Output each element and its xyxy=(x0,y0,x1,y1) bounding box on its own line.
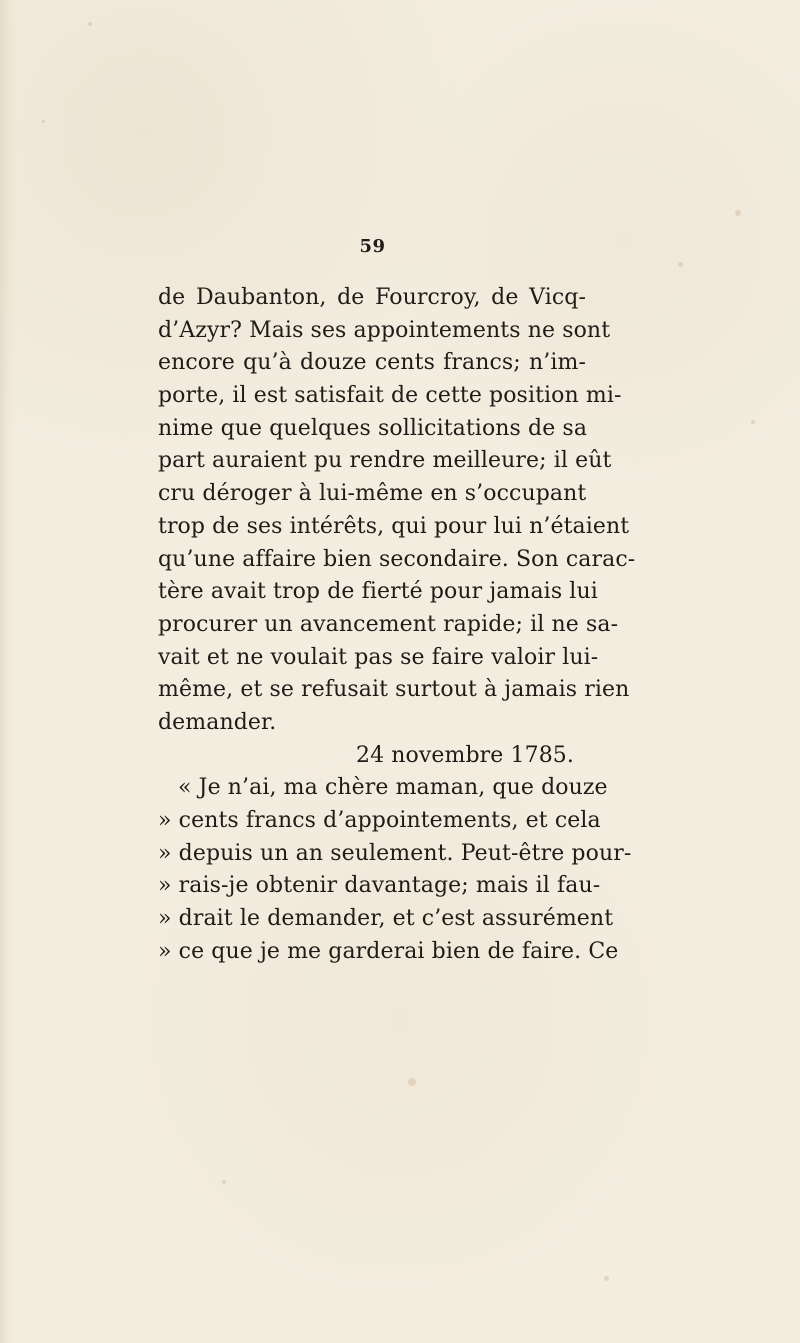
text-line: « Je n’ai, ma chère maman, que douze xyxy=(178,775,608,801)
text-line: procurer un avancement rapide; il ne sa- xyxy=(158,611,619,637)
text-line: » drait le demander, et c’est assurément xyxy=(158,906,614,932)
paper-speck xyxy=(42,120,45,123)
text-line: qu’une affaire bien secondaire. Son carac- xyxy=(158,546,636,572)
paper-speck xyxy=(735,210,741,216)
text-line: de Daubanton, de Fourcroy, de Vicq- xyxy=(158,285,586,310)
page-text xyxy=(158,282,636,968)
text-line: » rais-je obtenir davantage; mais il fau- xyxy=(158,873,601,899)
text-line: » cents francs d’appointements, et cela xyxy=(158,808,601,833)
paper-speck xyxy=(88,22,92,26)
page-number: 59 xyxy=(359,236,386,257)
paper-speck xyxy=(408,1078,416,1086)
paper-speck xyxy=(604,1276,609,1281)
text-line: part auraient pu rendre meilleure; il eût xyxy=(158,448,612,474)
text-line: » depuis un an seulement. Peut-être pour- xyxy=(158,840,632,866)
text-line: nime que quelques sollicitations de sa xyxy=(158,415,588,441)
date-line: 24 novembre 1785. xyxy=(355,742,574,768)
paper-speck xyxy=(678,262,683,267)
text-line: porte, il est satisfait de cette position mi- xyxy=(158,383,622,409)
text-line: demander. xyxy=(158,709,277,735)
text-line: trop de ses intérêts, qui pour lui n’étaient xyxy=(158,513,630,539)
text-line: vait et ne voulait pas se faire valoir lui- xyxy=(158,644,599,670)
text-line: » ce que je me garderai bien de faire. Ce xyxy=(158,938,619,964)
text-line: même, et se refusait surtout à jamais rien xyxy=(158,677,630,703)
paper-speck xyxy=(751,420,755,424)
text-line: encore qu’à douze cents francs; n’im- xyxy=(158,350,586,376)
text-line: d’Azyr? Mais ses appointements ne sont xyxy=(158,317,611,343)
text-line: cru déroger à lui-même en s’occupant xyxy=(158,481,587,507)
paper-speck xyxy=(222,1180,226,1184)
text-line: tère avait trop de fierté pour jamais lui xyxy=(158,579,598,605)
